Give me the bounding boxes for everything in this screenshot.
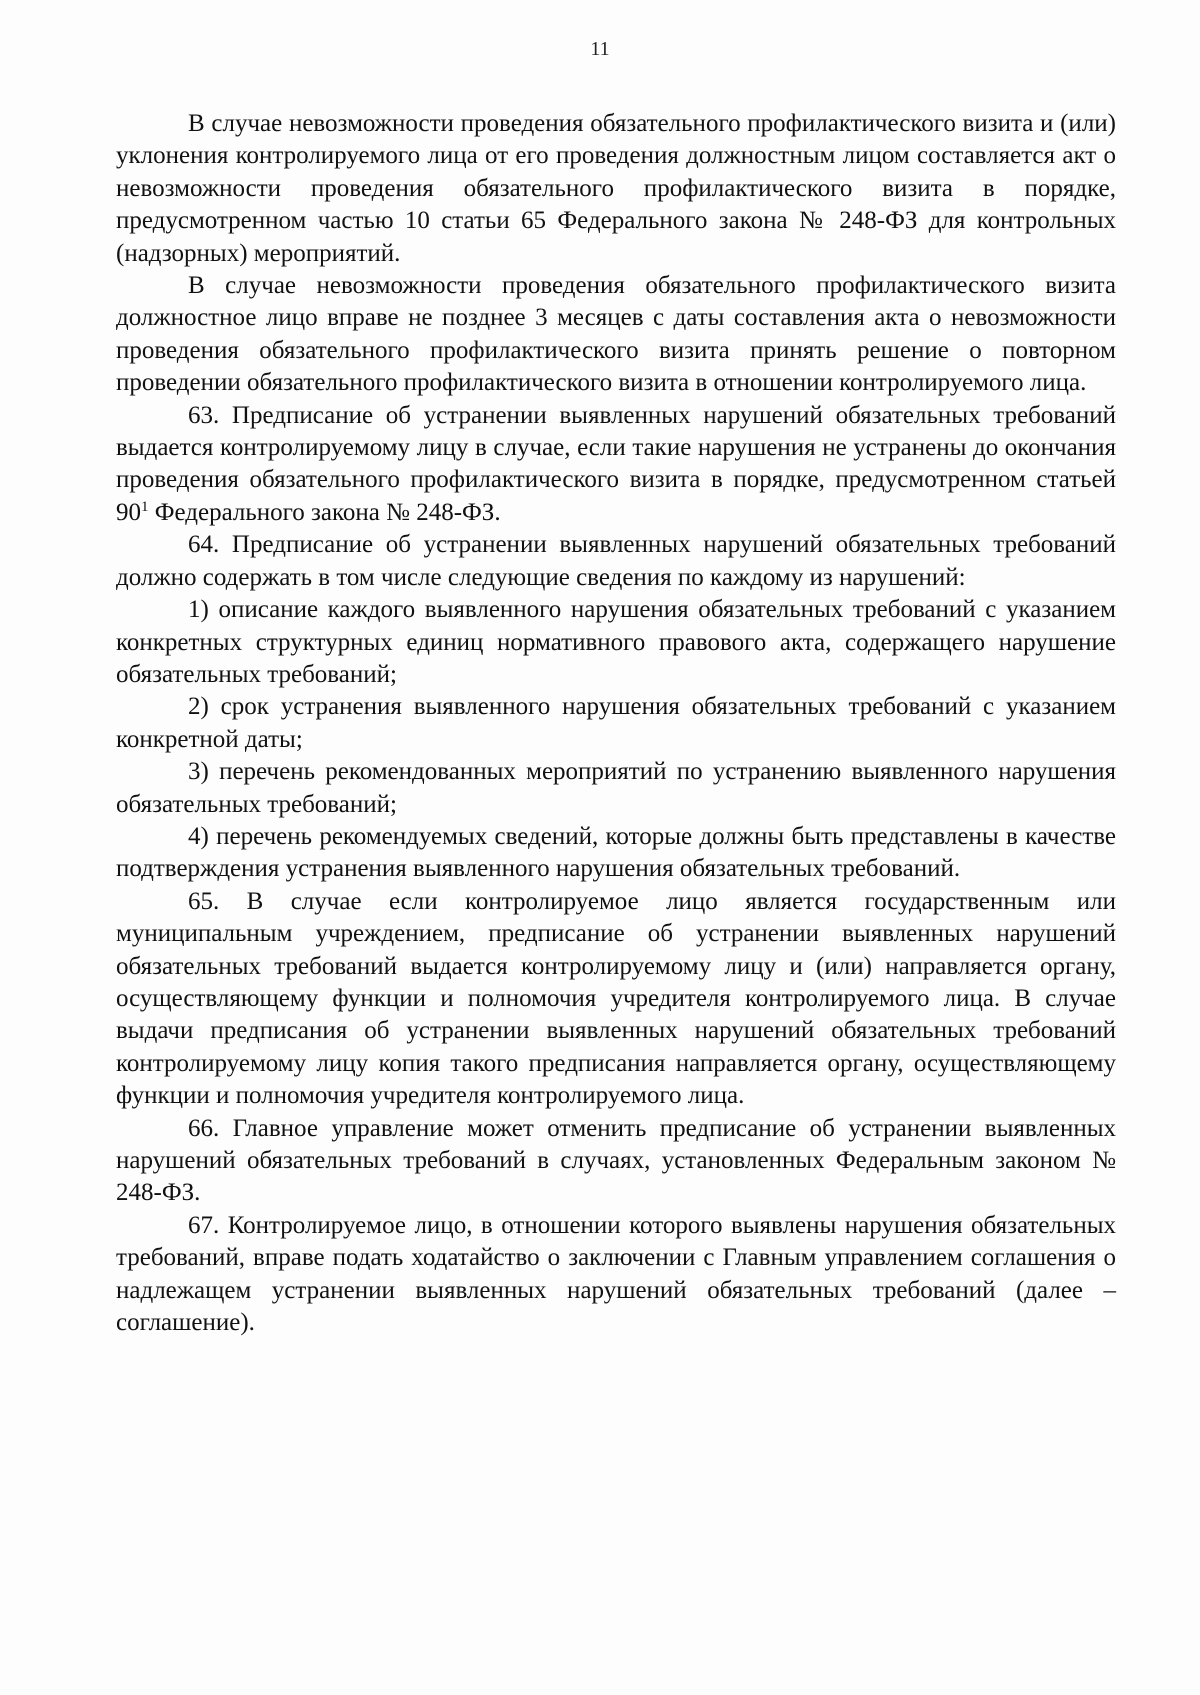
paragraph-repeat-visit: В случае невозможности проведения обязательного профилактического визита должностное лицо вправе не позднее 3 месяцев с даты составления акта о невозможности проведения обязательного профилактического визита принять решение о повторном проведении обязательного профилактического визита в отношении контролируемого лица. (116, 272, 1116, 397)
page-number: 11 (590, 38, 610, 60)
paragraph-inability-act: В случае невозможности проведения обязательного профилактического визита и (или) уклонения контролируемого лица от его проведения должностным лицом составляется акт о невозможности проведения обязательного профилактического визита в порядке, предусмотренном частью 10 статьи 65 Федерального закона № 248-ФЗ для контрольных (надзорных) мероприятий. (116, 110, 1116, 267)
list-item-3: 3) перечень рекомендованных мероприятий по устранению выявленного нарушения обязательных требований; (116, 758, 1116, 818)
paragraph-63-text: 63. Предписание об устранении выявленных нарушений обязательных требований выдается контролируемому лицу в случае, если такие нарушения не устранены до окончания проведения обязательного профилактического визита в порядке, предусмотренном статьей 90 (116, 401, 1116, 526)
list-item-4: 4) перечень рекомендуемых сведений, которые должны быть представлены в качестве подтверждения устранения выявленного нарушения обязательных требований. (116, 822, 1116, 883)
paragraph-63 (116, 400, 1116, 530)
list-item-2: 2) срок устранения выявленного нарушения обязательных требований с указанием конкретной даты; (116, 693, 1116, 753)
paragraph-63-tail: Федерального закона № 248-ФЗ. (148, 498, 501, 526)
paragraph-67: 67. Контролируемое лицо, в отношении которого выявлены нарушения обязательных требований, вправе подать ходатайство о заключении с Главным управлением соглашения о надлежащем устранении выявленных нарушений обязательных требований (далее – соглашение). (116, 1211, 1116, 1337)
list-item-1: 1) описание каждого выявленного нарушения обязательных требований с указанием конкретных структурных единиц нормативного правового акта, содержащего нарушение обязательных требований; (116, 596, 1116, 688)
paragraph-66: 66. Главное управление может отменить предписание об устранении выявленных нарушений обязательных требований в случаях, установленных Федеральным законом № 248-ФЗ. (116, 1114, 1116, 1207)
document-body (116, 108, 1116, 1339)
paragraph-65: 65. В случае если контролируемое лицо является государственным или муниципальным учреждением, предписание об устранении выявленных нарушений обязательных требований выдается контролируемому лицу и (или) направляется органу, осуществляющему функции и полномочия учредителя контролируемого лица. В случае выдачи предписания об устранении выявленных нарушений обязательных требований контролируемому лицу копия такого предписания направляется органу, осуществляющему функции и полномочия учредителя контролируемого лица. (116, 887, 1116, 1110)
paragraph-64: 64. Предписание об устранении выявленных нарушений обязательных требований должно содержать в том числе следующие сведения по каждому из нарушений: (116, 531, 1116, 591)
superscript-one: 1 (141, 498, 149, 515)
